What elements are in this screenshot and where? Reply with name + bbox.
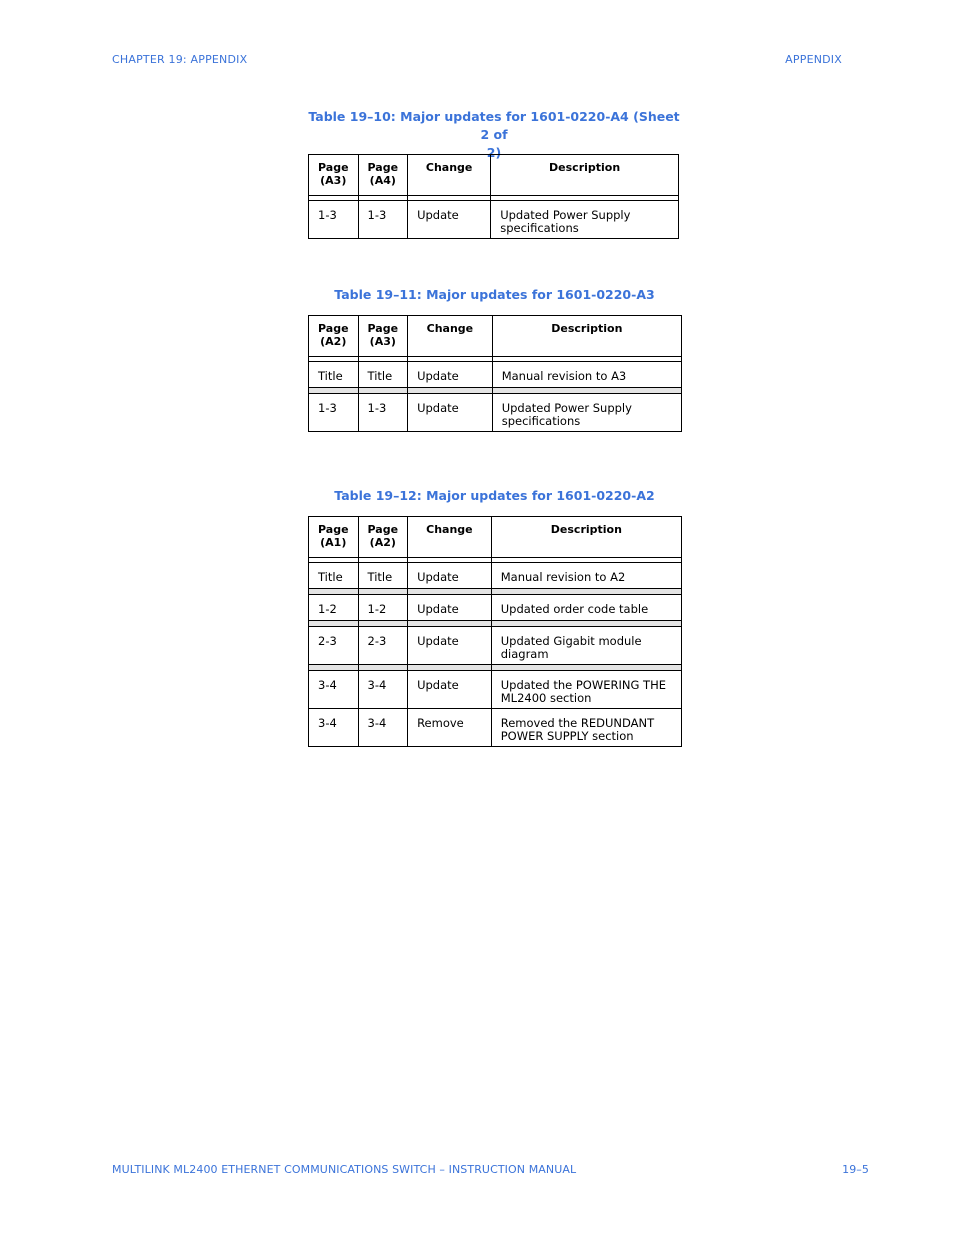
cell-page-new: Title (358, 563, 408, 589)
cell-page-old: 1-3 (309, 394, 359, 432)
cell-change: Update (408, 671, 492, 709)
header-change: Change (408, 316, 493, 357)
cell-page-new: 3-4 (358, 709, 408, 747)
table-row (309, 362, 682, 388)
caption-line-2: 2) (486, 145, 502, 160)
cell-description: Manual revision to A3 (492, 362, 681, 388)
cell-description: Updated order code table (491, 595, 681, 621)
cell-description: Updated the POWERING THE ML2400 section (491, 671, 681, 709)
footer-manual-title: MULTILINK ML2400 ETHERNET COMMUNICATIONS SWITCH – INSTRUCTION MANUAL (112, 1163, 577, 1176)
cell-change: Remove (408, 709, 492, 747)
cell-description: Manual revision to A2 (491, 563, 681, 589)
cell-page-new: 1-3 (358, 394, 408, 432)
cell-change: Update (408, 394, 493, 432)
cell-change: Update (408, 563, 492, 589)
header-page-new: Page (A2) (358, 517, 408, 558)
header-page-old: Page (A3) (309, 155, 359, 196)
cell-description: Removed the REDUNDANT POWER SUPPLY section (491, 709, 681, 747)
header-change: Change (408, 517, 492, 558)
cell-change: Update (408, 627, 492, 665)
cell-page-new: 1-2 (358, 595, 408, 621)
header-description: Description (492, 316, 681, 357)
caption-line-1: Table 19–11: Major updates for 1601-0220-A3 (334, 287, 655, 302)
table-row (309, 563, 682, 589)
cell-description: Updated Power Supply specifications (491, 201, 679, 239)
table-19-10 (308, 154, 679, 239)
header-description: Description (491, 155, 679, 196)
header-page-new: Page (A3) (358, 316, 408, 357)
cell-page-new: 1-3 (358, 201, 408, 239)
cell-page-new: 3-4 (358, 671, 408, 709)
cell-description: Updated Power Supply specifications (492, 394, 681, 432)
table-caption-19-11 (308, 286, 681, 304)
table-row (309, 671, 682, 709)
cell-page-old: 3-4 (309, 709, 359, 747)
header-description: Description (491, 517, 681, 558)
header-change: Change (408, 155, 491, 196)
cell-page-old: 3-4 (309, 671, 359, 709)
section-header: APPENDIX (785, 53, 842, 66)
table-header-row (309, 316, 682, 357)
table-row (309, 709, 682, 747)
table-19-12 (308, 516, 682, 747)
chapter-header: CHAPTER 19: APPENDIX (112, 53, 248, 66)
header-page-old: Page (A1) (309, 517, 359, 558)
cell-description: Updated Gigabit module diagram (491, 627, 681, 665)
caption-line-1: Table 19–10: Major updates for 1601-0220-A4 (Sheet 2 of (308, 109, 680, 142)
cell-change: Update (408, 595, 492, 621)
cell-page-old: Title (309, 362, 359, 388)
caption-line-1: Table 19–12: Major updates for 1601-0220-A2 (334, 488, 655, 503)
cell-page-old: Title (309, 563, 359, 589)
table-row (309, 394, 682, 432)
table-row (309, 201, 679, 239)
table-row (309, 595, 682, 621)
cell-page-new: Title (358, 362, 408, 388)
footer-page-number: 19–5 (842, 1163, 869, 1176)
cell-page-old: 1-2 (309, 595, 359, 621)
cell-change: Update (408, 201, 491, 239)
table-caption-19-12 (308, 487, 681, 505)
table-19-11 (308, 315, 682, 432)
table-header-row (309, 155, 679, 196)
cell-page-old: 1-3 (309, 201, 359, 239)
table-row (309, 627, 682, 665)
table-header-row (309, 517, 682, 558)
header-page-old: Page (A2) (309, 316, 359, 357)
header-page-new: Page (A4) (358, 155, 408, 196)
cell-page-old: 2-3 (309, 627, 359, 665)
cell-change: Update (408, 362, 493, 388)
cell-page-new: 2-3 (358, 627, 408, 665)
